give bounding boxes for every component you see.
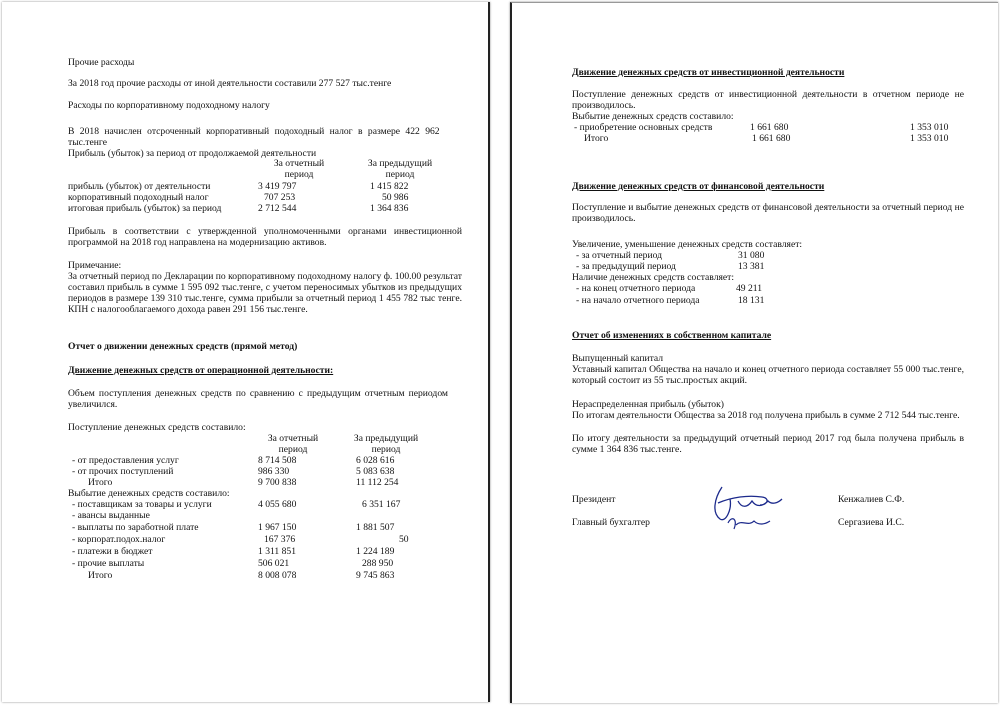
outflow-title: Выбытие денежных средств составило:: [68, 488, 230, 499]
outflow-row-prev: 1 224 189: [356, 546, 395, 557]
investing-row-cur: 1 661 680: [750, 122, 789, 133]
president-role: Президент: [572, 494, 616, 505]
document-page-right: [510, 2, 998, 703]
president-name: Кенжалиев С.Ф.: [838, 494, 905, 505]
outflow-row-label: - выплаты по заработной плате: [72, 522, 199, 533]
outflow-row-label: - поставщикам за товары и услуги: [72, 499, 212, 510]
change-title: Увеличение, уменьшение денежных средств составляет:: [572, 239, 803, 250]
profit-col-prev: За предыдущий: [367, 158, 433, 169]
accountant-name: Сергазиева И.С.: [838, 517, 905, 528]
profit-row-prev: 1 415 822: [370, 181, 409, 192]
outflow-row-cur: 1 967 150: [258, 522, 297, 533]
outflow-row-cur: 1 311 851: [258, 546, 297, 557]
other-expenses-title: Прочие расходы: [68, 57, 135, 68]
cf-col-prev: За предыдущий: [353, 433, 419, 444]
outflow-row-cur: 4 055 680: [258, 499, 297, 510]
outflow-row-label: - прочие выплаты: [72, 558, 145, 569]
profit-row-cur: 707 253: [264, 192, 296, 203]
profit-row-cur: 2 712 544: [258, 203, 297, 214]
profit-title: Прибыль (убыток) за период от продолжаемой деятельности: [68, 148, 317, 159]
change-row-val: 31 080: [738, 250, 765, 261]
cf-col-current-sub: период: [278, 444, 308, 455]
outflow-row-prev: 9 745 863: [356, 570, 395, 581]
capital-text: Уставный капитал Общества на начало и конец отчетного периода составляет 55 000 тыс.тенге, который состоит из 55 тыс.простых акций.: [572, 364, 964, 386]
retained-text-1: По итогам деятельности Общества за 2018 год получена прибыль в сумме 2 712 544 тыс.тенге.: [572, 410, 960, 421]
profit-row-label: прибыль (убыток) от деятельности: [68, 181, 211, 192]
balance-title: Наличие денежных средств составляет:: [572, 272, 735, 283]
profit-col-current-sub: период: [284, 169, 314, 180]
investing-row-label: - приобретение основных средств: [574, 122, 713, 133]
cit-text: В 2018 начислен отсроченный корпоративный подоходный налог в размере 422 962: [68, 126, 440, 137]
cashflow-title: Отчет о движении денежных средств (прямой метод): [68, 341, 298, 352]
inflow-row-label: Итого: [88, 477, 113, 488]
profit-row-prev: 1 364 836: [370, 203, 409, 214]
financing-text: Поступление и выбытие денежных средств от финансовой деятельности за отчетный период не производилось.: [572, 202, 964, 224]
outflow-row-label: Итого: [88, 570, 113, 581]
outflow-row-cur: 506 021: [258, 558, 290, 569]
outflow-row-prev: 288 950: [362, 558, 394, 569]
retained-title: Нераспределенная прибыль (убыток): [572, 399, 724, 410]
inflow-row-cur: 8 714 508: [258, 455, 297, 466]
president-signature: [708, 479, 788, 535]
profit-col-current: За отчетный: [273, 158, 325, 169]
inflow-row-label: - от прочих поступлений: [72, 466, 174, 477]
outflow-row-label: - платежи в бюджет: [72, 546, 153, 557]
retained-text-2: По итогу деятельности за предыдущий отчетный период 2017 год была получена прибыль в сумме 1 364 836 тыс.тенге.: [572, 433, 964, 455]
investing-row-cur: 1 661 680: [752, 133, 791, 144]
profit-note: Прибыль в соответствии с утвержденной уполномоченными органами инвестиционной программой на 2018 год направлена на модернизацию активов.: [68, 226, 462, 248]
investing-outflow-title: Выбытие денежных средств составило:: [572, 111, 734, 122]
profit-row-prev: 50 986: [382, 192, 409, 203]
investing-title: Движение денежных средств от инвестиционной деятельности: [572, 67, 845, 78]
note-title: Примечание:: [68, 260, 122, 271]
operating-title: Движение денежных средств от операционной деятельности:: [68, 365, 334, 376]
inflow-row-prev: 5 083 638: [356, 466, 395, 477]
outflow-row-cur: 167 376: [264, 534, 296, 545]
note-text: За отчетный период по Декларации по корпоративному подоходному налогу ф. 100.00 результат составил прибыль в сумме 1 595 092 тыс.тенге, с учетом переносимых убытков из предыдущих периодов в размере 139 310 тыс.тенге, сумма прибыли за отчетный период 1 455 782 тыс тенге. КПН с налогооблагаемого дохода равен 291 156 тыс.тенге.: [68, 271, 462, 315]
document-page-left: [2, 2, 490, 702]
investing-row-label: Итого: [584, 133, 609, 144]
outflow-row-label: - авансы выданные: [72, 510, 150, 521]
profit-row-label: итоговая прибыль (убыток) за период: [68, 203, 222, 214]
cf-col-current: За отчетный: [267, 433, 319, 444]
financing-title: Движение денежных средств от финансовой деятельности: [572, 181, 825, 192]
balance-row-label: - на конец отчетного периода: [576, 283, 696, 294]
profit-row-label: корпоративный подоходный налог: [68, 192, 209, 203]
change-row-val: 13 381: [738, 261, 765, 272]
inflow-title: Поступление денежных средств составило:: [68, 422, 246, 433]
inflow-row-cur: 9 700 838: [258, 477, 297, 488]
profit-row-cur: 3 419 797: [258, 181, 297, 192]
inflow-row-cur: 986 330: [258, 466, 290, 477]
outflow-row-label: - корпорат.подох.налог: [72, 534, 166, 545]
cit-title: Расходы по корпоративному подоходному налогу: [68, 100, 270, 111]
equity-title: Отчет об изменениях в собственном капитале: [572, 330, 772, 341]
inflow-row-label: - от предоставления услуг: [72, 455, 179, 466]
capital-title: Выпущенный капитал: [572, 353, 664, 364]
profit-col-prev-sub: период: [385, 169, 415, 180]
investing-row-prev: 1 353 010: [910, 122, 949, 133]
cf-col-prev-sub: период: [371, 444, 401, 455]
balance-row-label: - на начало отчетного периода: [576, 295, 700, 306]
outflow-row-prev: 50: [399, 534, 409, 545]
accountant-role: Главный бухгалтер: [572, 517, 650, 528]
inflow-row-prev: 11 112 254: [356, 477, 399, 488]
investing-row-prev: 1 353 010: [910, 133, 949, 144]
balance-row-val: 18 131: [738, 295, 765, 306]
change-row-label: - за отчетный период: [576, 250, 663, 261]
other-expenses-text: За 2018 год прочие расходы от иной деятельности составили 277 527 тыс.тенге: [68, 78, 392, 89]
outflow-row-cur: 8 008 078: [258, 570, 297, 581]
outflow-row-prev: 1 881 507: [356, 522, 395, 533]
change-row-label: - за предыдущий период: [576, 261, 676, 272]
operating-text: Объем поступления денежных средств по сравнению с предыдущим отчетным периодом увеличился.: [68, 388, 448, 410]
cit-text-cont: тыс.тенге: [68, 137, 107, 148]
inflow-row-prev: 6 028 616: [356, 455, 395, 466]
investing-text: Поступление денежных средств от инвестиционной деятельности в отчетном периоде не производилось.: [572, 89, 964, 111]
outflow-row-prev: 6 351 167: [362, 499, 401, 510]
balance-row-val: 49 211: [736, 283, 763, 294]
